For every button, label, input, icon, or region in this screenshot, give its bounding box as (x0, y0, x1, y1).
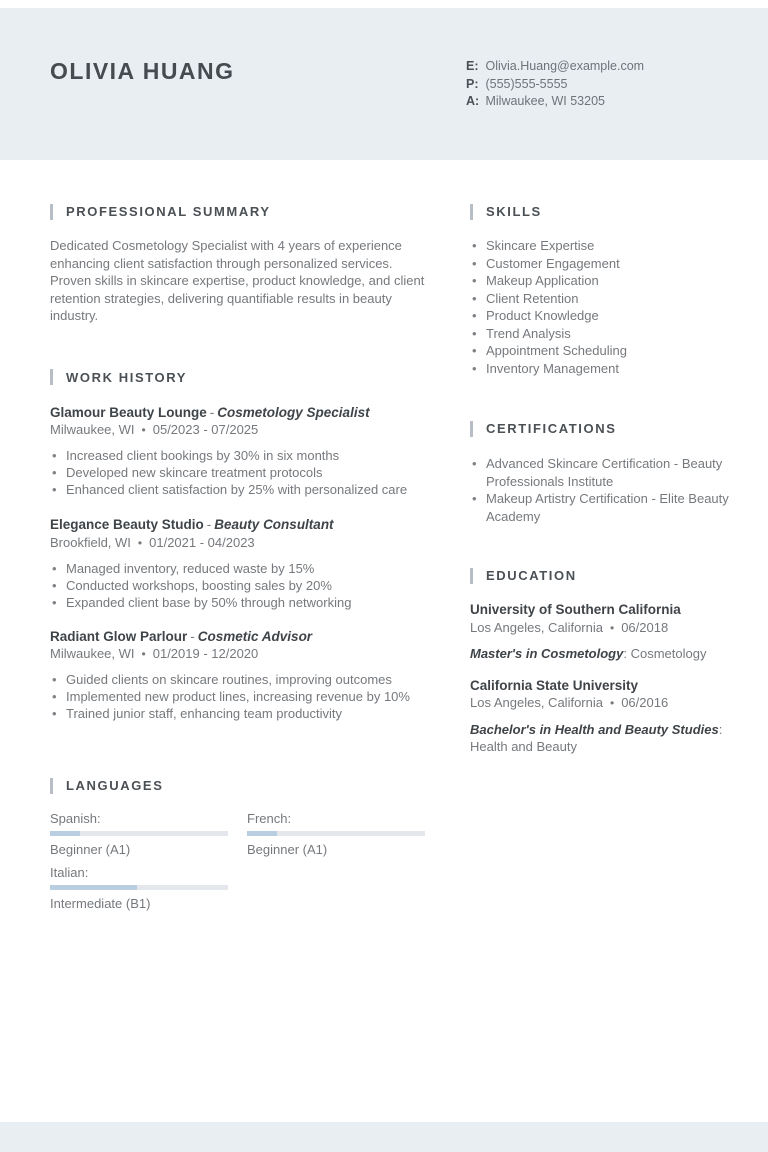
right-column (470, 203, 732, 756)
summary-title: PROFESSIONAL SUMMARY (66, 204, 271, 219)
language-progress-track (50, 831, 228, 836)
job-bullet-list (50, 447, 430, 498)
job-bullet: • Developed new skincare treatment protocols (50, 464, 430, 481)
section-marker-icon (50, 204, 53, 220)
skill-item: • Skincare Expertise (470, 237, 732, 255)
job-meta-line (50, 534, 430, 552)
certifications-section (470, 420, 732, 525)
section-heading-skills (470, 203, 732, 220)
job-meta-line (50, 645, 430, 663)
job-bullet: • Increased client bookings by 30% in six months (50, 447, 430, 464)
job-title-line (50, 516, 430, 534)
company-name: Glamour Beauty Lounge (50, 404, 207, 420)
skill-item: • Product Knowledge (470, 307, 732, 325)
dash-separator: - (190, 628, 195, 644)
skill-item: • Inventory Management (470, 360, 732, 378)
school-name: University of Southern California (470, 602, 681, 617)
language-level: Intermediate (B1) (50, 896, 151, 911)
language-level: Beginner (A1) (247, 842, 328, 857)
section-marker-icon (50, 778, 53, 794)
degree-name: Master's in Cosmetology (470, 646, 624, 661)
job-title-line (50, 628, 430, 646)
contact-address (466, 93, 644, 111)
email-label: E: (466, 59, 479, 73)
job-bullet: • Conducted workshops, boosting sales by 20% (50, 577, 430, 594)
skill-item: • Appointment Scheduling (470, 342, 732, 360)
section-marker-icon (470, 204, 473, 220)
graduation-date: 06/2016 (621, 695, 669, 710)
language-progress-fill (50, 831, 80, 836)
job-role: Cosmetic Advisor (197, 628, 313, 644)
job-location: Milwaukee, WI (50, 646, 135, 661)
dot-separator: • (141, 423, 146, 437)
education-entry (470, 601, 732, 663)
languages-title: LANGUAGES (66, 778, 164, 793)
job-role: Cosmetology Specialist (217, 404, 370, 420)
education-meta-line (470, 619, 732, 638)
certification-item: • Makeup Artistry Certification - Elite Beauty Academy (470, 490, 732, 525)
section-marker-icon (470, 568, 473, 584)
degree-field: : Cosmetology (623, 646, 707, 661)
work-history-section (50, 369, 430, 723)
footer-band (0, 1122, 768, 1152)
job-location: Brookfield, WI (50, 534, 131, 550)
language-name: Spanish: (50, 811, 101, 826)
skill-item: • Makeup Application (470, 272, 732, 290)
languages-grid (50, 810, 430, 912)
job-location: Milwaukee, WI (50, 422, 135, 437)
languages-section (50, 777, 430, 912)
degree-field-line: Health and Beauty (470, 739, 577, 754)
degree-line (470, 721, 732, 739)
education-section (470, 567, 732, 756)
school-location: Los Angeles, California (470, 619, 603, 635)
job-entry (50, 516, 430, 611)
person-name: OLIVIA HUANG (50, 58, 235, 84)
degree-name: Bachelor's in Health and Beauty Studies (470, 721, 719, 737)
dash-separator: - (209, 404, 215, 420)
language-item (50, 864, 228, 912)
language-progress-track (50, 885, 228, 890)
language-name: Italian: (50, 865, 89, 880)
section-heading-work (50, 369, 430, 386)
language-level: Beginner (A1) (50, 842, 131, 857)
contact-block (466, 58, 644, 111)
language-progress-track (247, 831, 425, 836)
job-bullet-list (50, 671, 430, 722)
degree-line (470, 645, 732, 663)
section-heading-education (470, 567, 732, 584)
school-location: Los Angeles, California (470, 695, 603, 710)
certification-item: • Advanced Skincare Certification - Beauty Professionals Institute (470, 455, 732, 490)
contact-email (466, 58, 644, 76)
job-entry (50, 404, 430, 499)
skills-list (470, 237, 732, 377)
skills-title: SKILLS (486, 204, 542, 219)
email-value: Olivia.Huang@example.com (485, 59, 645, 73)
work-title: WORK HISTORY (66, 369, 188, 385)
phone-value: (555)555-5555 (485, 76, 568, 91)
skill-item: • Customer Engagement (470, 255, 732, 273)
job-bullet: • Implemented new product lines, increasing revenue by 10% (50, 688, 430, 705)
section-heading-languages (50, 777, 430, 794)
graduation-date: 06/2018 (621, 619, 669, 635)
dot-separator: • (137, 535, 143, 550)
section-heading-certifications (470, 420, 732, 437)
language-item (247, 810, 425, 858)
language-item (50, 810, 228, 858)
certifications-title: CERTIFICATIONS (486, 421, 617, 436)
section-marker-icon (50, 369, 53, 385)
section-heading-summary (50, 203, 430, 220)
job-bullet: • Managed inventory, reduced waste by 15% (50, 560, 430, 577)
job-bullet: • Expanded client base by 50% through networking (50, 594, 430, 611)
skills-section (470, 203, 732, 377)
phone-label: P: (466, 76, 479, 91)
left-column (50, 203, 430, 912)
job-dates: 05/2023 - 07/2025 (152, 422, 259, 437)
job-dates: 01/2021 - 04/2023 (149, 534, 255, 550)
dot-separator: • (141, 647, 146, 661)
certifications-list (470, 455, 732, 525)
address-label: A: (466, 94, 480, 108)
dot-separator: • (609, 620, 615, 635)
summary-text: Dedicated Cosmetology Specialist with 4 years of experience enhancing client satisfaction through personalized services. Proven skills in skincare expertise, product knowledge, and client retention strategies, delivering quantifiable results in beauty industry. (50, 238, 425, 323)
education-meta-line (470, 694, 732, 713)
degree-colon: : (718, 721, 723, 737)
job-bullet: • Enhanced client satisfaction by 25% with personalized care (50, 481, 430, 498)
job-role: Beauty Consultant (214, 517, 334, 532)
job-bullet: • Guided clients on skincare routines, improving outcomes (50, 671, 430, 688)
language-progress-fill (247, 831, 277, 836)
job-entry (50, 628, 430, 723)
education-title: EDUCATION (486, 568, 577, 583)
section-marker-icon (470, 421, 473, 437)
job-title-line (50, 404, 430, 422)
job-meta-line (50, 421, 430, 439)
contact-phone (466, 76, 644, 94)
school-name: California State University (470, 677, 639, 693)
job-bullet-list (50, 560, 430, 611)
skill-item: • Client Retention (470, 290, 732, 308)
company-name: Radiant Glow Parlour (50, 628, 188, 644)
education-entry (470, 677, 732, 756)
language-name: French: (247, 811, 292, 826)
job-dates: 01/2019 - 12/2020 (152, 646, 259, 661)
skill-item: • Trend Analysis (470, 325, 732, 343)
job-bullet: • Trained junior staff, enhancing team productivity (50, 705, 430, 722)
address-value: Milwaukee, WI 53205 (485, 94, 605, 108)
dot-separator: • (609, 696, 615, 710)
company-name: Elegance Beauty Studio (50, 517, 204, 532)
dash-separator: - (206, 517, 212, 532)
language-progress-fill (50, 885, 137, 890)
